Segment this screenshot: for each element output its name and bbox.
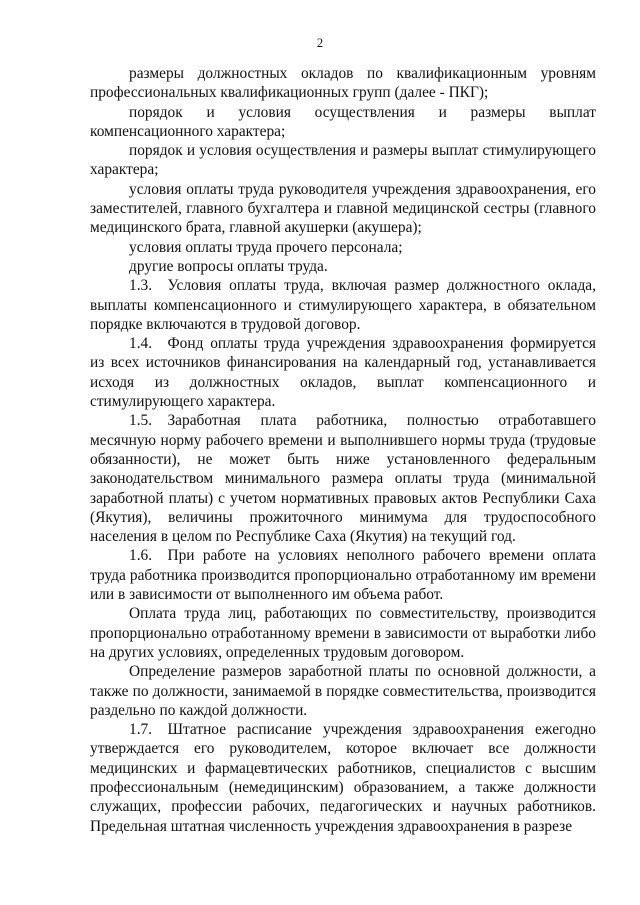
document-body <box>90 64 596 836</box>
paragraph-other-staff: условия оплаты труда прочего персонала; <box>129 238 403 256</box>
paragraph-section-1-4: 1.4. Фонд оплаты труда учреждения здравоохранения формируется из всех источников финансирования на календарный год, устанавливается исходя из должностных окладов, выплат компенсационного и стимулирующего характера. <box>90 335 596 411</box>
paragraph-other-issues: другие вопросы оплаты труда. <box>129 257 328 275</box>
paragraph-head-remuneration: условия оплаты труда руководителя учреждения здравоохранения, его заместителей, главного бухгалтера и главной медицинской сестры (главного медицинского брата, главной акушерки (акушера); <box>90 180 596 237</box>
paragraph-part-time: Оплата труда лиц, работающих по совместительству, производится пропорционально отработанному времени в зависимости от выработки либо на других условиях, определенных трудовым договором. <box>90 605 596 661</box>
paragraph-section-1-7: 1.7. Штатное расписание учреждения здравоохранения ежегодно утверждается его руководителем, которое включает все должности медицинских и фармацевтических работников, специалистов с высшим профессиональным (немедицинским) образованием, а также должности служащих, профессии рабочих, педагогических и научных работников. Предельная штатная численность учреждения здравоохранения в разрезе <box>90 721 596 835</box>
page-number: 2 <box>316 36 324 50</box>
paragraph-salary-determination: Определение размеров заработной платы по основной должности, а также по должности, занимаемой в порядке совместительства, производится раздельно по каждой должности. <box>90 663 596 719</box>
paragraph-compensation-payments: порядок и условия осуществления и размеры выплат компенсационного характера; <box>90 103 596 140</box>
paragraph-section-1-6: 1.6. При работе на условиях неполного рабочего времени оплата труда работника производится пропорционально отработанному им времени или в зависимости от выполненного им объема работ. <box>90 547 596 604</box>
paragraph-section-1-3: 1.3. Условия оплаты труда, включая размер должностного оклада, выплаты компенсационного и стимулирующего характера, в обязательном порядке включаются в трудовой договор. <box>90 277 596 333</box>
paragraph-pkg-salaries: размеры должностных окладов по квалификационным уровням профессиональных квалификационных групп (далее - ПКГ); <box>90 65 596 102</box>
paragraph-section-1-5: 1.5. Заработная плата работника, полностью отработавшего месячную норму рабочего времени и выполнившего нормы труда (трудовые обязанности), не может быть ниже установленного федеральным законодательством минимального размера оплаты труда (минимальной заработной платы) с учетом нормативных правовых актов Республики Саха (Якутия), величины прожиточного минимума для трудоспособного населения в целом по Республике Саха (Якутия) на текущий год. <box>90 412 596 546</box>
paragraph-incentive-payments: порядок и условия осуществления и размеры выплат стимулирующего характера; <box>90 142 596 179</box>
